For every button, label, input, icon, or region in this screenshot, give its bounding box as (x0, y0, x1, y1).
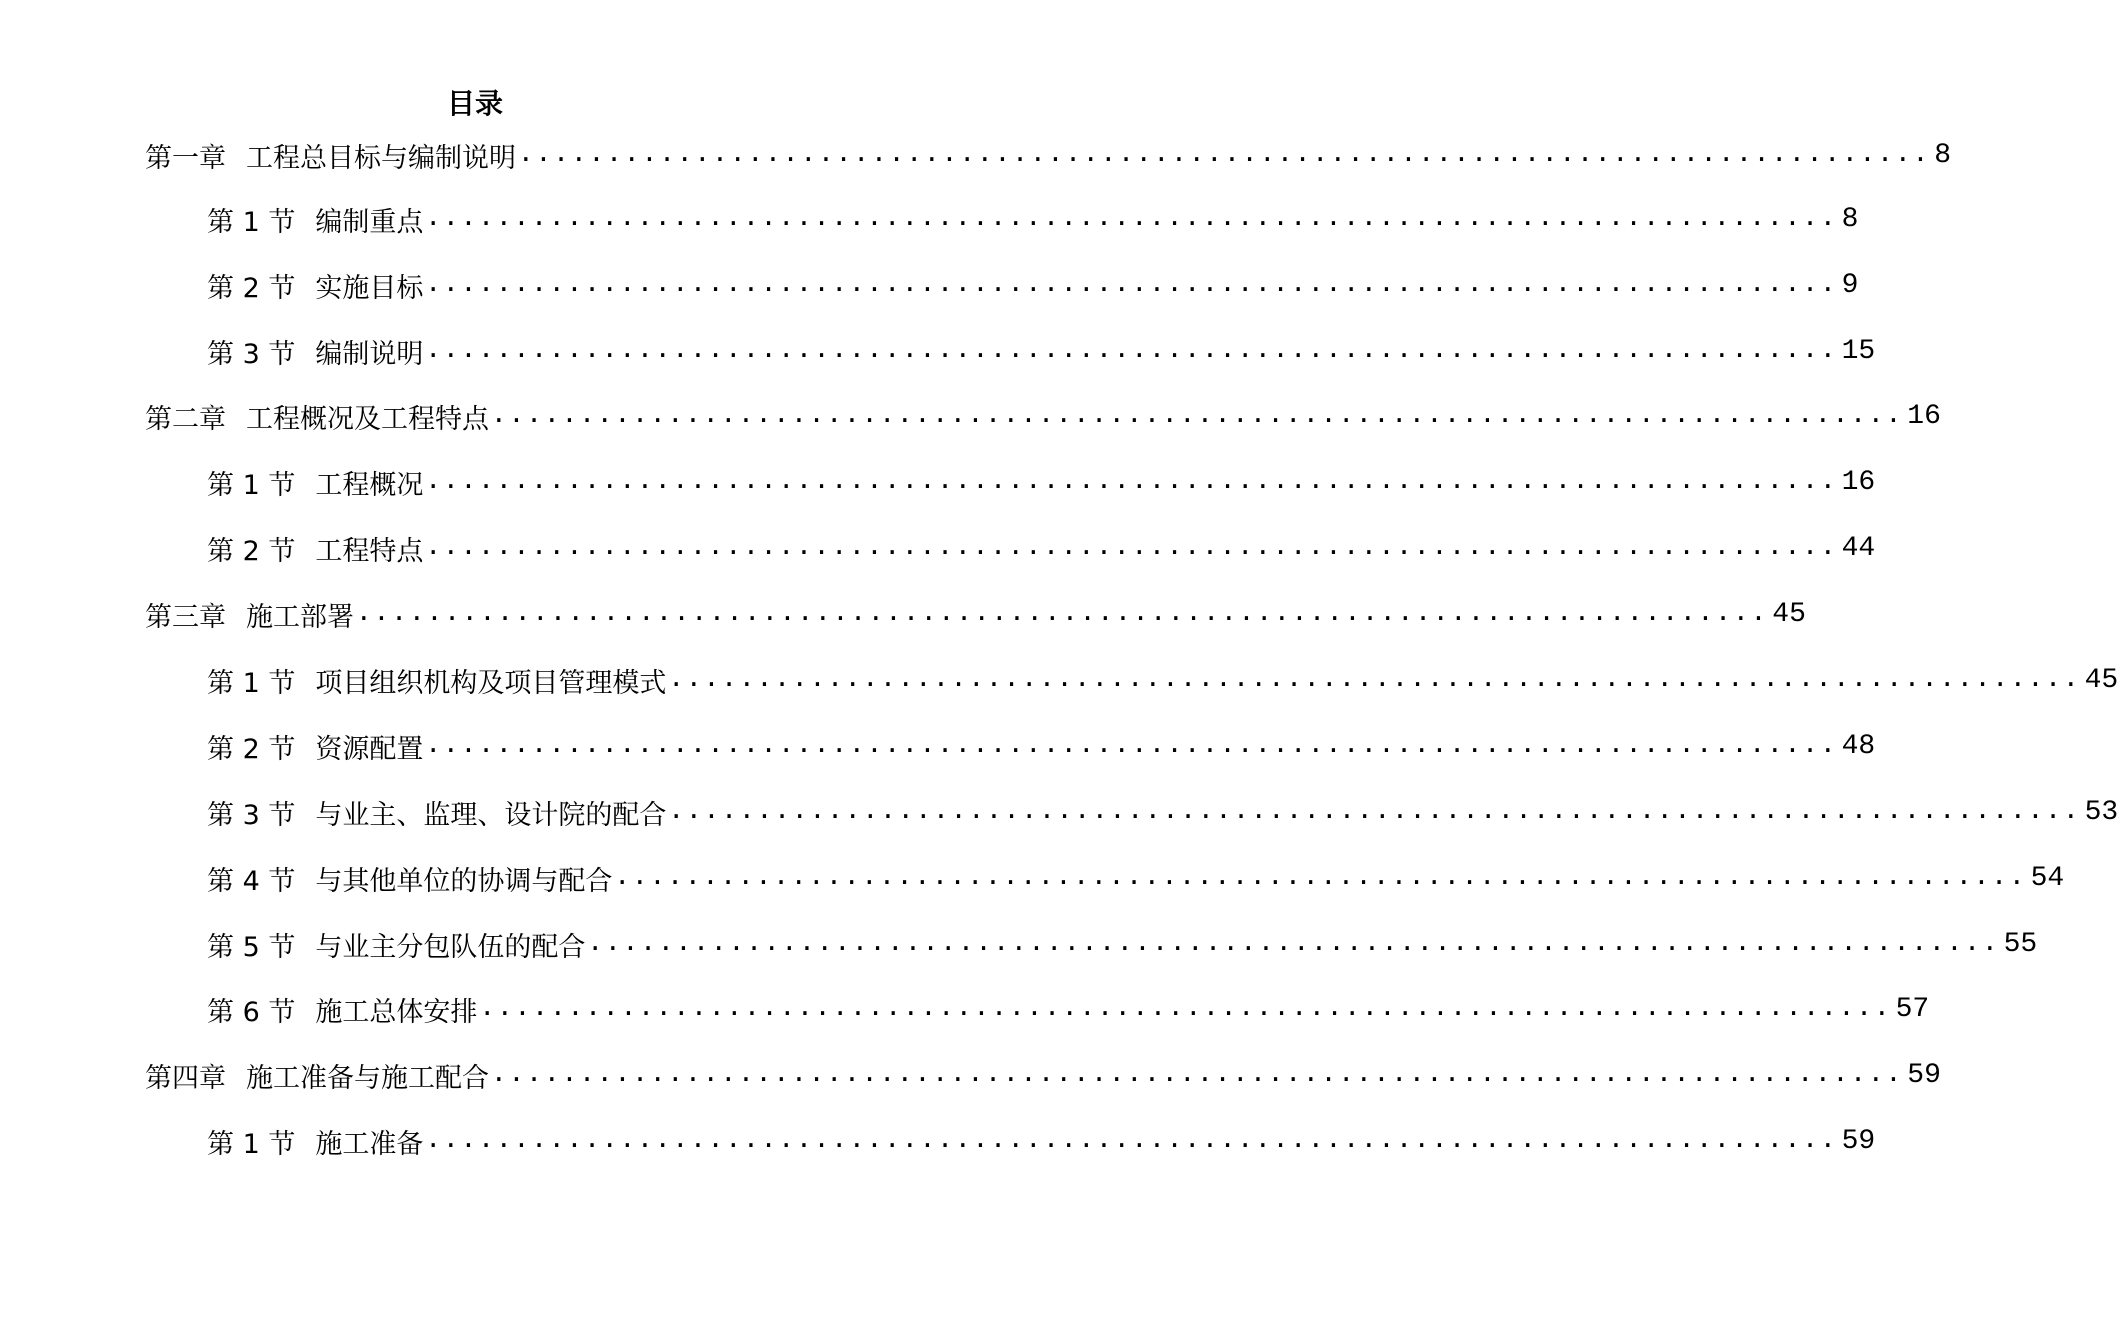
toc-entry-label: 第一章 工程总目标与编制说明 (145, 142, 516, 174)
toc-leader-dots: ................................................................................ (425, 268, 1838, 298)
toc-leader-dots: ................................................................................ (479, 992, 1892, 1022)
toc-entry[interactable] (207, 194, 1859, 244)
toc-page-number: 16 (1841, 466, 1876, 498)
toc-leader-dots: ................................................................................ (425, 729, 1838, 759)
toc-page-number: 53 (2084, 796, 2118, 828)
toc-page-number: 15 (1841, 335, 1876, 367)
toc-entry-label: 第 1 节 施工准备 (207, 1128, 424, 1160)
toc-page-number: 8 (1934, 139, 1952, 171)
toc-leader-dots: ................................................................................ (425, 531, 1838, 561)
toc-entry[interactable] (207, 984, 1930, 1034)
toc-title: 目录 (446, 87, 503, 120)
toc-entry[interactable] (207, 787, 2118, 837)
toc-entry-label: 第 2 节 资源配置 (207, 733, 424, 765)
toc-leader-dots: ................................................................................ (425, 202, 1838, 232)
toc-page-number: 55 (2003, 928, 2038, 960)
toc-entry-label: 第 2 节 实施目标 (207, 272, 424, 304)
toc-entry-label: 第 4 节 与其他单位的协调与配合 (207, 865, 613, 897)
toc-entry[interactable] (207, 260, 1859, 310)
toc-page-number: 9 (1841, 269, 1859, 301)
toc-entry[interactable] (207, 523, 1876, 573)
toc-leader-dots: ................................................................................ (425, 465, 1838, 495)
toc-entry[interactable] (207, 1116, 1876, 1166)
toc-leader-dots: ................................................................................ (425, 334, 1838, 364)
toc-leader-dots: ................................................................................ (614, 861, 2027, 891)
toc-entry[interactable] (207, 326, 1876, 376)
toc-entry[interactable] (207, 853, 2065, 903)
toc-entry[interactable] (207, 457, 1876, 507)
toc-entry-label: 第 3 节 编制说明 (207, 338, 424, 370)
toc-entry-label: 第二章 工程概况及工程特点 (145, 403, 489, 435)
toc-entry-label: 第 1 节 编制重点 (207, 206, 424, 238)
toc-leader-dots: ................................................................................ (491, 399, 1904, 429)
toc-entry-label: 第 2 节 工程特点 (207, 535, 424, 567)
toc-entry-label: 第四章 施工准备与施工配合 (145, 1062, 489, 1094)
toc-entry[interactable] (207, 919, 2038, 969)
toc-page-number: 59 (1907, 1059, 1941, 1091)
toc-entry[interactable] (145, 391, 1941, 441)
toc-entry[interactable] (207, 655, 2118, 705)
toc-entry[interactable] (145, 1050, 1941, 1100)
toc-entry-label: 第 5 节 与业主分包队伍的配合 (207, 931, 586, 963)
toc-entry-label: 第三章 施工部署 (145, 601, 354, 633)
toc-leader-dots: ................................................................................ (668, 795, 2081, 825)
toc-entry-label: 第 1 节 项目组织机构及项目管理模式 (207, 667, 667, 699)
toc-entry-label: 第 3 节 与业主、监理、设计院的配合 (207, 799, 667, 831)
toc-page-number: 54 (2030, 862, 2065, 894)
toc-page-number: 45 (1772, 598, 1806, 630)
toc-page-number: 57 (1895, 993, 1930, 1025)
toc-entry-label: 第 6 节 施工总体安排 (207, 996, 478, 1028)
toc-leader-dots: ................................................................................ (425, 1124, 1838, 1154)
toc-page-number: 59 (1841, 1125, 1876, 1157)
toc-page-number: 8 (1841, 203, 1859, 235)
toc-page-number: 44 (1841, 532, 1876, 564)
toc-leader-dots: ................................................................................ (491, 1058, 1904, 1088)
toc-leader-dots: ................................................................................ (356, 597, 1769, 627)
toc-page-number: 48 (1841, 730, 1876, 762)
toc-entry[interactable] (145, 589, 1806, 639)
toc-leader-dots: ................................................................................ (668, 663, 2081, 693)
toc-entry[interactable] (145, 130, 1952, 180)
toc-leader-dots: ................................................................................ (587, 927, 2000, 957)
toc-entry-label: 第 1 节 工程概况 (207, 469, 424, 501)
toc-leader-dots: ................................................................................ (518, 138, 1931, 168)
toc-entry[interactable] (207, 721, 1876, 771)
toc-page-number: 16 (1907, 400, 1941, 432)
toc-page-number: 45 (2084, 664, 2118, 696)
